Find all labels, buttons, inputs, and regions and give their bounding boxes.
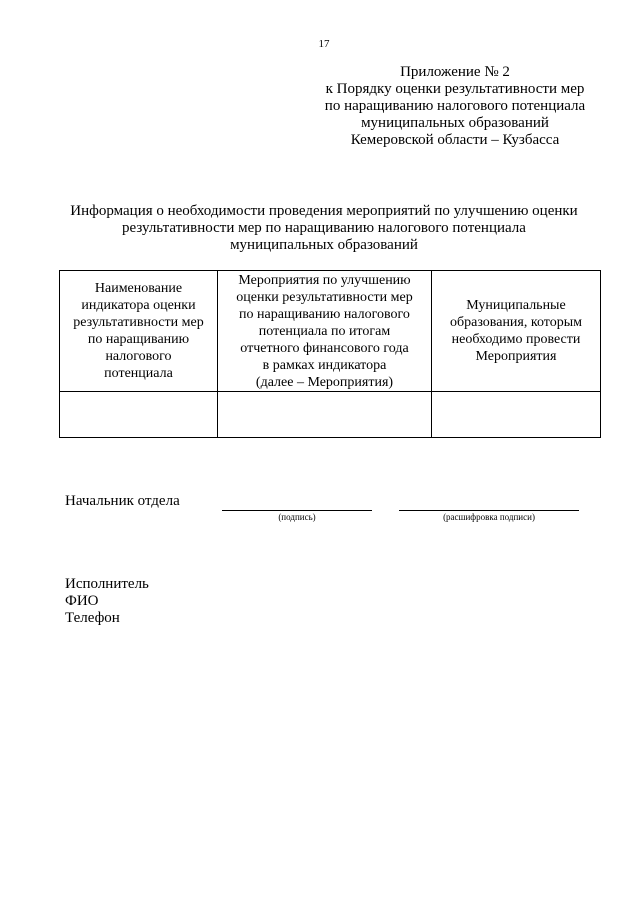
page-number: 17 (318, 38, 330, 50)
header-line: по наращиванию (87, 332, 190, 347)
header-line: индикатора оценки (81, 298, 196, 313)
header-line: Мероприятия по улучшению (238, 272, 411, 288)
header-line: необходимо провести (451, 332, 581, 347)
header-measures (218, 271, 432, 392)
header-line: потенциала по итогам (258, 323, 391, 339)
department-head-label: Начальник отдела (65, 493, 180, 509)
name-label: ФИО (65, 593, 99, 609)
header-line: отчетного финансового года (240, 340, 409, 356)
appendix-line: Кемеровской области – Кузбасса (350, 132, 560, 148)
appendix-line: по наращиванию налогового потенциала (324, 98, 586, 114)
header-line: Муниципальные (466, 298, 566, 313)
header-line: оценки результативности мер (236, 289, 413, 305)
header-line: по наращиванию налогового (239, 306, 410, 322)
header-line: образования, которым (450, 315, 582, 330)
signature-caption: (подпись) (278, 512, 316, 522)
signature-decoding-line (399, 510, 579, 511)
table-cell (432, 392, 601, 438)
title-line: муниципальных образований (230, 237, 418, 253)
header-line: (далее – Мероприятия) (255, 374, 394, 390)
header-line: потенциала (104, 366, 173, 381)
appendix-header (310, 64, 600, 149)
appendix-line: муниципальных образований (361, 115, 549, 131)
header-line: налогового (105, 349, 172, 364)
title-line: результативности мер по наращиванию налогового потенциала (122, 220, 526, 236)
header-line: Мероприятия (475, 349, 557, 364)
header-municipalities (432, 271, 601, 392)
table-header-row (60, 271, 601, 392)
table-cell (60, 392, 218, 438)
header-line: Наименование (94, 281, 183, 296)
header-line: результативности мер (73, 315, 204, 330)
signature-line (222, 510, 372, 511)
executor-label: Исполнитель (65, 576, 149, 592)
signature-decoding-caption: (расшифровка подписи) (443, 512, 535, 522)
appendix-line: к Порядку оценки результативности мер (325, 81, 585, 97)
header-indicator-name (60, 271, 218, 392)
document-title (60, 203, 588, 254)
table-row (60, 392, 601, 438)
header-line: в рамках индикатора (262, 357, 387, 373)
table-cell (218, 392, 432, 438)
title-line: Информация о необходимости проведения мероприятий по улучшению оценки (70, 203, 578, 219)
appendix-line: Приложение № 2 (400, 64, 510, 80)
contacts-block (65, 576, 149, 627)
measures-table (59, 270, 601, 438)
phone-label: Телефон (65, 610, 120, 626)
